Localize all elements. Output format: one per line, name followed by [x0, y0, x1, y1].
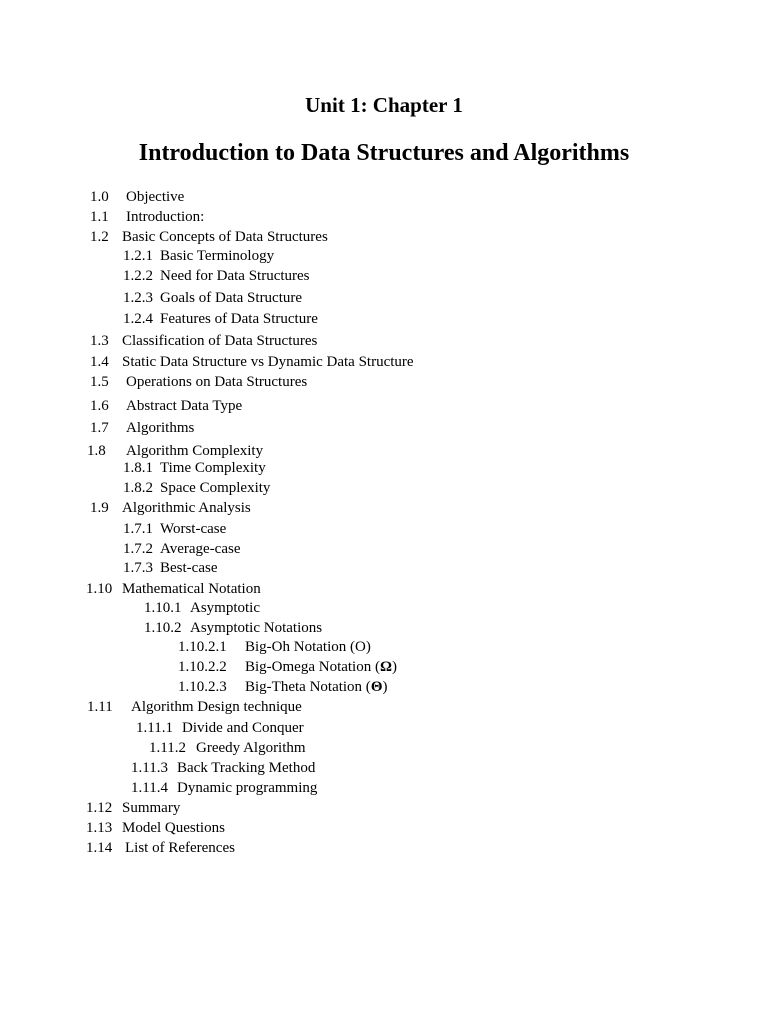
toc-entry-number: 1.7.1 — [123, 521, 153, 537]
toc-entry-label-text: Objective — [126, 189, 185, 205]
toc-entry-label — [245, 638, 371, 656]
toc-entry — [0, 638, 768, 656]
toc-entry — [0, 540, 768, 558]
toc-entry-number: 1.13 — [86, 820, 113, 836]
toc-entry-label — [196, 739, 306, 757]
toc-entry-label — [160, 520, 226, 538]
toc-entry-label — [160, 540, 241, 558]
toc-entry-label-text: Asymptotic Notations — [190, 620, 323, 636]
toc-entry — [0, 698, 768, 716]
toc-entry-label-text: Model Questions — [122, 820, 225, 836]
toc-entry-label-text: Algorithm Complexity — [126, 443, 264, 459]
toc-entry-label-text: Dynamic programming — [177, 780, 318, 796]
toc-entry-number: 1.2.4 — [123, 311, 153, 327]
toc-entry-label-text: Need for Data Structures — [160, 268, 310, 284]
toc-entry — [0, 373, 768, 391]
toc-entry-number: 1.11 — [87, 699, 113, 715]
toc-entry-label-text: Big-Omega Notation ( — [245, 659, 380, 675]
toc-entry — [0, 208, 768, 226]
toc-entry-label — [160, 459, 266, 477]
toc-entry-label-text: Big-Theta Notation ( — [245, 679, 371, 695]
toc-entry-label — [160, 479, 270, 497]
toc-entry — [0, 678, 768, 696]
notation-symbol: Ω — [379, 659, 392, 675]
toc-entry-label — [126, 442, 263, 460]
toc-entry-number: 1.2.1 — [123, 248, 153, 264]
toc-entry-label-text: Best-case — [160, 560, 218, 576]
toc-entry-label — [122, 799, 180, 817]
toc-entry-label — [177, 759, 315, 777]
toc-entry — [0, 267, 768, 285]
toc-entry-label — [160, 267, 310, 285]
toc-entry-number: 1.7 — [90, 420, 109, 436]
toc-entry — [0, 839, 768, 857]
toc-entry-label-text: Abstract Data Type — [126, 398, 243, 414]
toc-entry-label — [245, 678, 387, 696]
toc-entry-label-text: Greedy Algorithm — [196, 740, 306, 756]
toc-entry-label-text: Time Complexity — [160, 460, 266, 476]
toc-entry — [0, 559, 768, 577]
toc-entry — [0, 599, 768, 617]
toc-entry-label — [122, 353, 414, 371]
toc-entry — [0, 247, 768, 265]
toc-entry-label-text: Mathematical Notation — [122, 581, 261, 597]
toc-entry-number: 1.12 — [86, 800, 113, 816]
toc-entry-label-text: Asymptotic — [190, 600, 260, 616]
toc-entry-label — [177, 779, 317, 797]
toc-entry — [0, 819, 768, 837]
toc-entry-number: 1.2 — [90, 229, 109, 245]
toc-entry-label — [122, 499, 251, 517]
toc-entry-number: 1.4 — [90, 354, 109, 370]
toc-entry — [0, 419, 768, 437]
toc-entry — [0, 520, 768, 538]
toc-entry-number: 1.10 — [86, 581, 113, 597]
toc-entry-label-text: Divide and Conquer — [182, 720, 304, 736]
unit-heading: Unit 1: Chapter 1 — [305, 93, 463, 117]
toc-entry-number: 1.0 — [90, 189, 109, 205]
toc-entry-label-text: Space Complexity — [160, 480, 271, 496]
toc-entry-label — [122, 332, 317, 350]
toc-entry-label-text: Big-Oh Notation (O) — [245, 639, 371, 655]
toc-entry — [0, 658, 768, 676]
toc-entry — [0, 779, 768, 797]
toc-entry-label-text: Algorithm Design technique — [131, 699, 302, 715]
toc-entry-number: 1.7.3 — [123, 560, 153, 576]
toc-entry-label — [190, 599, 260, 617]
toc-entry — [0, 310, 768, 328]
toc-entry-number: 1.10.2.3 — [178, 679, 227, 695]
toc-entry — [0, 499, 768, 517]
toc-entry-label-text: Algorithms — [126, 420, 195, 436]
toc-entry-number: 1.7.2 — [123, 541, 153, 557]
toc-entry-label-text: Basic Terminology — [160, 248, 275, 264]
toc-entry-label-text: Introduction: — [126, 209, 205, 225]
toc-entry-label — [126, 397, 242, 415]
notation-symbol: Θ — [370, 679, 383, 695]
toc-entry-number: 1.8.1 — [123, 460, 153, 476]
toc-entry — [0, 799, 768, 817]
toc-entry-number: 1.2.3 — [123, 290, 153, 306]
toc-entry-number: 1.6 — [90, 398, 109, 414]
toc-entry — [0, 188, 768, 206]
toc-entry-label-text: Algorithmic Analysis — [122, 500, 251, 516]
toc-entry-number: 1.10.1 — [144, 600, 182, 616]
toc-entry-number: 1.9 — [90, 500, 109, 516]
toc-entry — [0, 719, 768, 737]
toc-entry-label-suffix: ) — [392, 659, 397, 675]
toc-entry-label-text: Features of Data Structure — [160, 311, 318, 327]
toc-entry-label-text: Static Data Structure vs Dynamic Data Structure — [122, 354, 414, 370]
document-title: Introduction to Data Structures and Algorithms — [138, 140, 630, 166]
toc-entry-label-text: Goals of Data Structure — [160, 290, 303, 306]
toc-entry — [0, 619, 768, 637]
toc-entry-label-text: Basic Concepts of Data Structures — [122, 229, 328, 245]
toc-entry — [0, 332, 768, 350]
toc-entry — [0, 739, 768, 757]
toc-entry — [0, 580, 768, 598]
toc-entry-label — [160, 247, 274, 265]
toc-entry — [0, 228, 768, 246]
toc-entry-label — [131, 698, 302, 716]
toc-entry-label — [190, 619, 322, 637]
toc-entry-label — [160, 289, 302, 307]
toc-entry-label-suffix: ) — [382, 679, 388, 695]
toc-entry — [0, 442, 768, 460]
toc-entry-number: 1.11.4 — [131, 780, 168, 796]
toc-entry — [0, 459, 768, 477]
toc-entry-label — [122, 580, 261, 598]
toc-entry-number: 1.8 — [87, 443, 106, 459]
toc-entry-number: 1.10.2.1 — [178, 639, 227, 655]
toc-entry-label-text: Operations on Data Structures — [126, 374, 308, 390]
toc-entry-label — [182, 719, 304, 737]
toc-entry-label — [160, 310, 318, 328]
toc-entry-label-text: Average-case — [160, 541, 241, 557]
toc-entry — [0, 353, 768, 371]
toc-entry-number: 1.11.3 — [131, 760, 168, 776]
toc-entry-label — [122, 228, 328, 246]
toc-entry-label — [125, 839, 235, 857]
toc-entry — [0, 759, 768, 777]
toc-entry-number: 1.8.2 — [123, 480, 153, 496]
toc-entry-number: 1.11.2 — [149, 740, 186, 756]
toc-entry-label — [122, 819, 225, 837]
toc-entry-number: 1.14 — [86, 840, 113, 856]
toc-entry-label — [126, 188, 184, 206]
toc-entry-label — [126, 419, 194, 437]
toc-entry-label-text: Back Tracking Method — [177, 760, 316, 776]
toc-entry — [0, 289, 768, 307]
toc-entry-number: 1.1 — [90, 209, 109, 225]
toc-entry-label-text: List of References — [125, 840, 235, 856]
toc-entry-label — [245, 658, 397, 676]
toc-entry — [0, 397, 768, 415]
toc-entry-label — [126, 373, 307, 391]
toc-entry-number: 1.3 — [90, 333, 109, 349]
toc-entry-number: 1.10.2.2 — [178, 659, 227, 675]
toc-entry-number: 1.5 — [90, 374, 109, 390]
toc-entry-number: 1.2.2 — [123, 268, 153, 284]
toc-entry-label — [126, 208, 204, 226]
toc-entry — [0, 479, 768, 497]
toc-entry-number: 1.11.1 — [136, 720, 173, 736]
toc-entry-label-text: Worst-case — [160, 521, 227, 537]
toc-entry-number: 1.10.2 — [144, 620, 182, 636]
toc-entry-label-text: Classification of Data Structures — [122, 333, 318, 349]
toc-entry-label — [160, 559, 217, 577]
toc-entry-label-text: Summary — [122, 800, 181, 816]
